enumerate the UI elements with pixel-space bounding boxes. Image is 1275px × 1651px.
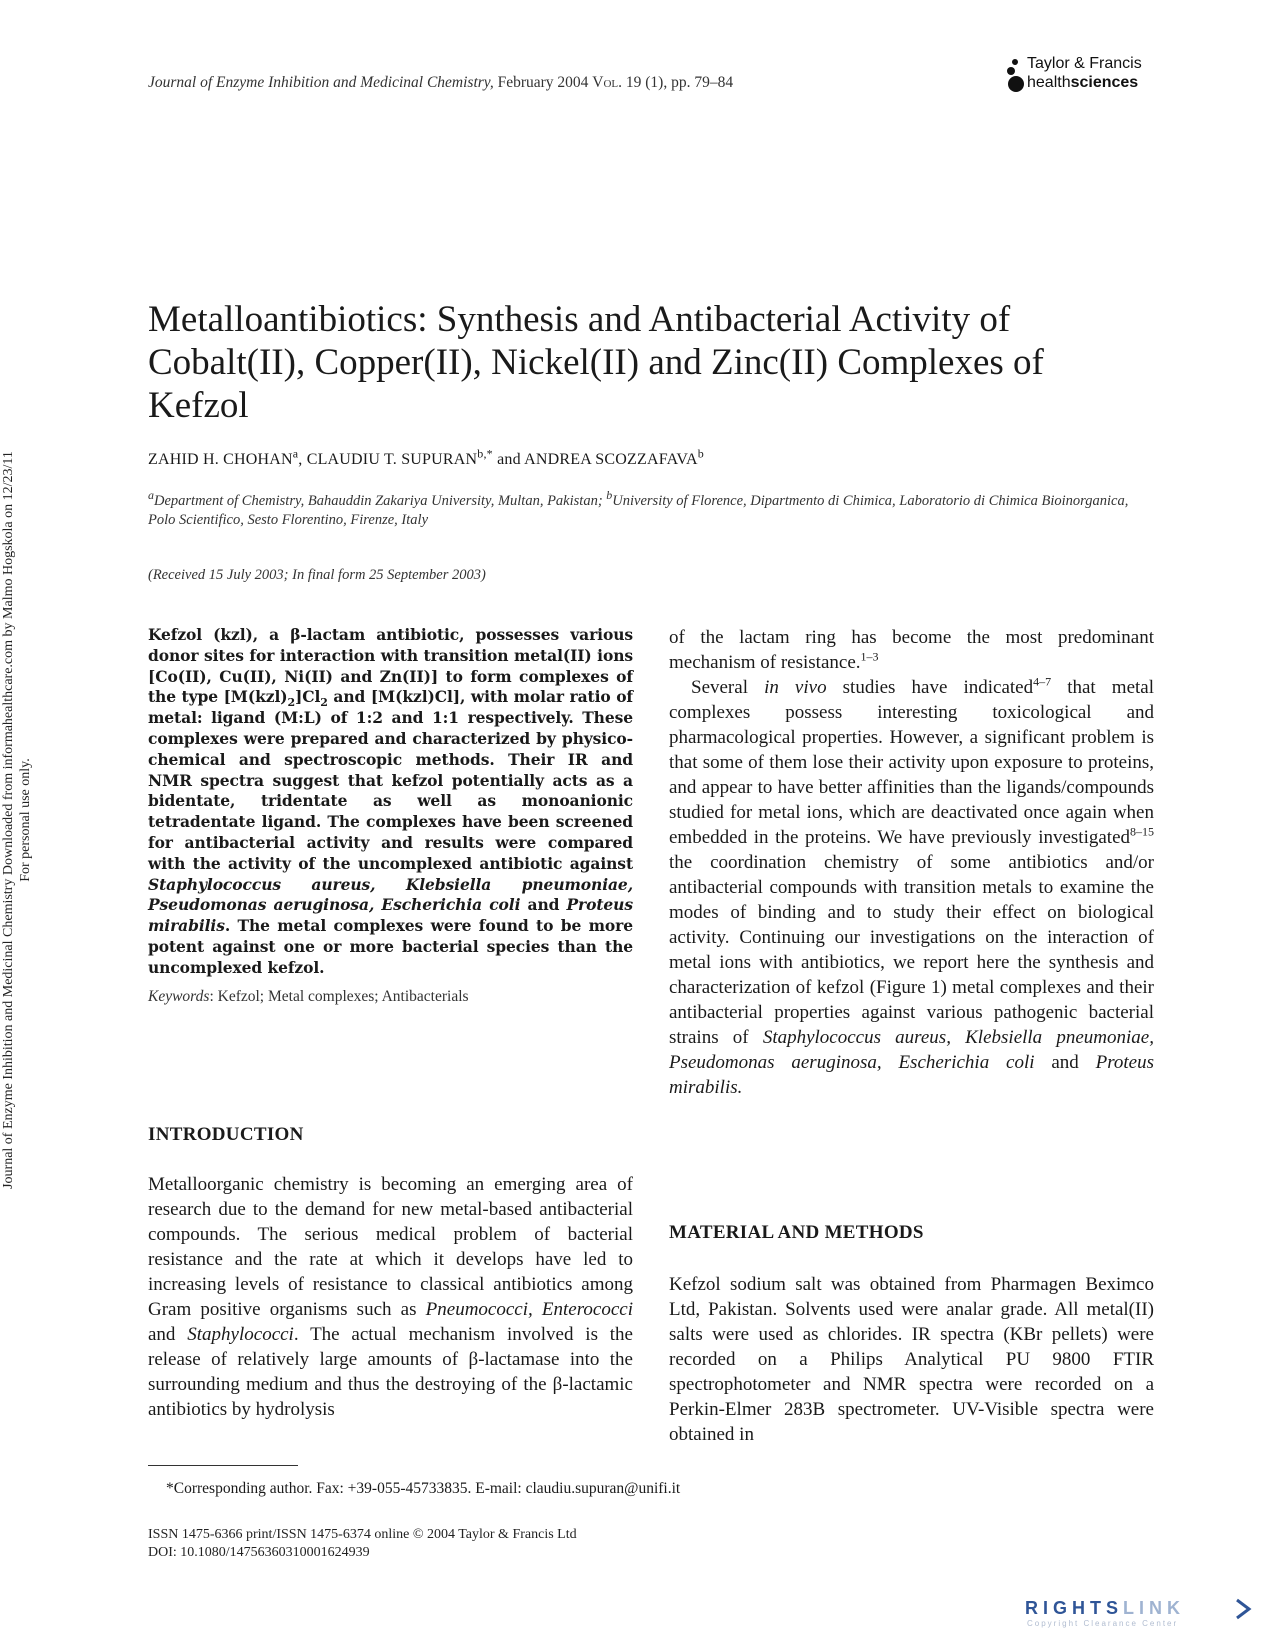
article-title: Metalloantibiotics: Synthesis and Antibacterial Activity of Cobalt(II), Copper(II), Nickel(II) and Zinc(II) Complexes of Kefzol xyxy=(148,299,1044,426)
rightslink-chevron-icon xyxy=(1233,1598,1253,1620)
issue-date: February 2004 xyxy=(493,74,593,91)
download-watermark: Journal of Enzyme Inhibition and Medicinal Chemistry Downloaded from informahealthcare.com by Malmo Hogskola on 12/23/11 For personal use only. xyxy=(1,451,33,1189)
issn-line: ISSN 1475-6366 print/ISSN 1475-6374 online © 2004 Taylor & Francis Ltd xyxy=(148,1527,577,1542)
publisher-dots-icon xyxy=(1005,57,1025,93)
affiliations: $^a$Department of Chemistry, Bahauddin Zakariya University, Multan, Pakistan; $^b$University of Florence, Dipartmento di Chimica, Laboratorio di Chimica Bioinorganica, Polo Scientifico, Sesto Florentino, Firenze, Italy xyxy=(148,488,1129,528)
footnote-divider xyxy=(148,1465,298,1466)
journal-citation xyxy=(148,74,733,92)
publisher-imprint: healthsciences xyxy=(1027,74,1139,91)
corresponding-author-footnote: *Corresponding author. Fax: +39-055-45733835. E-mail: claudiu.supuran@unifi.it xyxy=(166,1480,681,1497)
journal-name: Journal of Enzyme Inhibition and Medicinal Chemistry, xyxy=(148,74,494,91)
author-list: ZAHID H. CHOHAN$^a$, CLAUDIU T. $SUPURAN^{b,*}$ and ANDREA SCOZZAFAVA$^b$ xyxy=(148,446,704,468)
introduction-continued: of the lactam ring has become the most predominant mechanism of resistance.$^{1-3}$ Several in vivo studies have indicated$^{4-7}$ that metal complexes possess interesting toxicological and pharmacological properties. However, a significant problem is that some of them lose their activity upon exposure to proteins, and appear to have better affinities than the ligands/compounds studied for metal ions, which are deactivated once again when embedded in the proteins. We have previously investigated$^{8-15}$ the coordination chemistry of some antibiotics and/or antibacterial compounds with transition metals to examine the modes of binding and to study their effect on biological activity. Continuing our investigations on the interaction of metal ions with antibiotics, we report here the synthesis and characterization of kefzol (Figure 1) metal complexes and their antibacterial properties against various pathogenic bacterial strains of Staphylococcus aureus, Klebsiella pneumoniae, Pseudomonas aeruginosa, Escherichia coli and Proteus mirabilis. xyxy=(669,627,1154,1098)
methods-heading: MATERIAL AND METHODS xyxy=(669,1222,924,1243)
publisher-name: Taylor & Francis xyxy=(1027,55,1142,72)
issn-doi xyxy=(148,1526,577,1562)
rightslink-logo[interactable]: RIGHTSLINK Copyright Clearance Center xyxy=(1025,1598,1260,1634)
introduction-text: Metalloorganic chemistry is becoming an emerging area of research due to the demand for new metal-based antibacterial compounds. The serious medical problem of bacterial resistance and the rate at which it develops have led to increasing levels of resistance to classical antibiotics among Gram positive organisms such as Pneumococci, Enterococci and Staphylococci. The actual mechanism involved is the release of relatively large amounts of β-lactamase into the surrounding medium and thus the destroying of the β-lactamic antibiotics by hydrolysis xyxy=(148,1174,633,1420)
doi-line: DOI: 10.1080/14756360310001624939 xyxy=(148,1545,370,1560)
keywords: Keywords: Kefzol; Metal complexes; Antibacterials xyxy=(148,988,469,1005)
methods-text: Kefzol sodium salt was obtained from Pharmagen Beximco Ltd, Pakistan. Solvents used were analar grade. All metal(II) salts were used as chlorides. IR spectra (KBr pellets) were recorded on a Philips Analytical PU 9800 FTIR spectrophotometer and NMR spectra were recorded on a Perkin-Elmer 283B spectrometer. UV-Visible spectra were obtained in xyxy=(669,1274,1154,1445)
publisher-logo xyxy=(1005,55,1165,95)
abstract: Kefzol (kzl), a β-lactam antibiotic, possesses various donor sites for interaction with transition metal(II) ions [Co(II), Cu(II), Ni(II) and Zn(II)] to form complexes of the type $[M(kzl)_2]Cl_2$ and [M(kzl)Cl], with molar ratio of metal: ligand (M:L) of 1:2 and 1:1 respectively. These complexes were prepared and characterized by physico-chemical and spectroscopic methods. Their IR and NMR spectra suggest that kefzol potentially acts as a bidentate, tridentate as well as monoanionic tetradentate ligand. The complexes have been screened for antibacterial activity and results were compared with the activity of the uncomplexed antibiotic against Staphylococcus aureus, Klebsiella pneumoniae, Pseudomonas aeruginosa, Escherichia coli and Proteus mirabilis. The metal complexes were found to be more potent against one or more bacterial species than the uncomplexed kefzol. xyxy=(148,625,633,977)
issue-pages: 19 (1), pp. 79–84 xyxy=(622,74,734,91)
volume-label: Vol. xyxy=(592,74,623,91)
received-dates: (Received 15 July 2003; In final form 25 September 2003) xyxy=(148,567,486,583)
introduction-heading: INTRODUCTION xyxy=(148,1124,304,1145)
